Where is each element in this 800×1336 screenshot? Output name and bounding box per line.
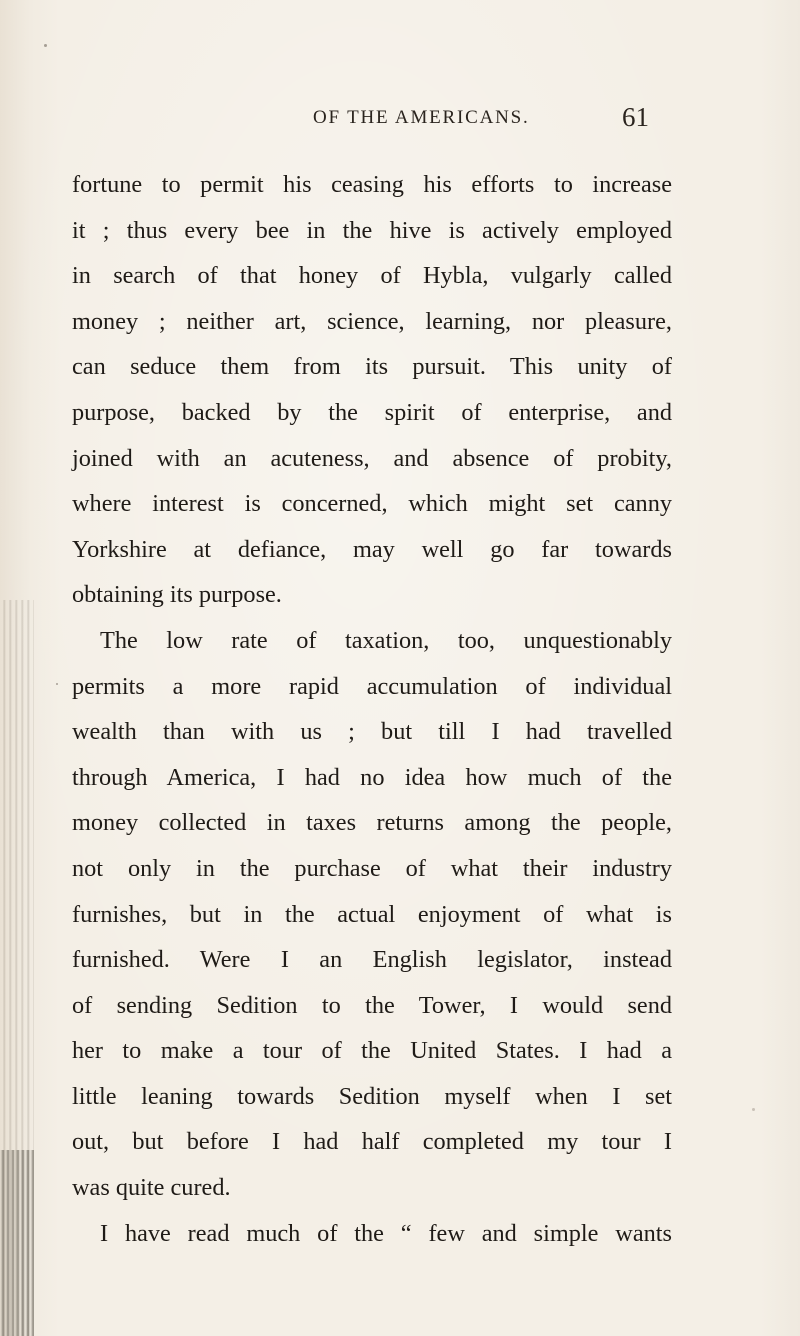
running-title: OF THE AMERICANS. — [313, 107, 530, 128]
paragraph-start-line: I have read much of the “ few and simple wants — [100, 1219, 672, 1247]
text-line: not only in the purchase of what their industry — [72, 854, 672, 882]
paper-speck — [44, 44, 47, 47]
text-line: where interest is concerned, which might set canny — [72, 490, 672, 518]
text-line: wealth than with us ; but till I had travelled — [72, 718, 672, 746]
text-line: money collected in taxes returns among the people, — [72, 809, 672, 837]
text-line: obtaining its purpose. — [72, 581, 282, 609]
text-line: of sending Sedition to the Tower, I would send — [72, 991, 672, 1019]
text-line: money ; neither art, science, learning, nor pleasure, — [72, 307, 672, 335]
paragraph-start-line: The low rate of taxation, too, unquestionably — [100, 626, 672, 654]
text-line: through America, I had no idea how much of the — [72, 763, 672, 791]
page-number: 61 — [622, 102, 649, 132]
text-line: little leaning towards Sedition myself when I set — [72, 1082, 672, 1110]
running-head — [0, 98, 800, 138]
text-line: fortune to permit his ceasing his efforts to increase — [72, 171, 672, 198]
text-line: in search of that honey of Hybla, vulgarly called — [72, 262, 672, 290]
text-line: purpose, backed by the spirit of enterprise, and — [72, 398, 672, 426]
paper-speck — [752, 1108, 755, 1111]
text-line: Yorkshire at defiance, may well go far towards — [72, 535, 672, 563]
text-line: furnished. Were I an English legislator, instead — [72, 946, 672, 974]
text-line: can seduce them from its pursuit. This unity of — [72, 353, 672, 381]
text-line: was quite cured. — [72, 1174, 231, 1202]
text-line: furnishes, but in the actual enjoyment of what is — [72, 900, 672, 928]
text-line: out, but before I had half completed my tour I — [72, 1128, 672, 1156]
page-binding-edge-lower — [0, 1150, 34, 1336]
text-line: joined with an acuteness, and absence of probity, — [72, 444, 672, 472]
text-line: her to make a tour of the United States. I had a — [72, 1037, 672, 1065]
body-text — [72, 162, 672, 1256]
text-line: permits a more rapid accumulation of individual — [72, 672, 672, 700]
text-line: it ; thus every bee in the hive is actively employed — [72, 216, 672, 244]
paper-speck — [56, 683, 58, 685]
